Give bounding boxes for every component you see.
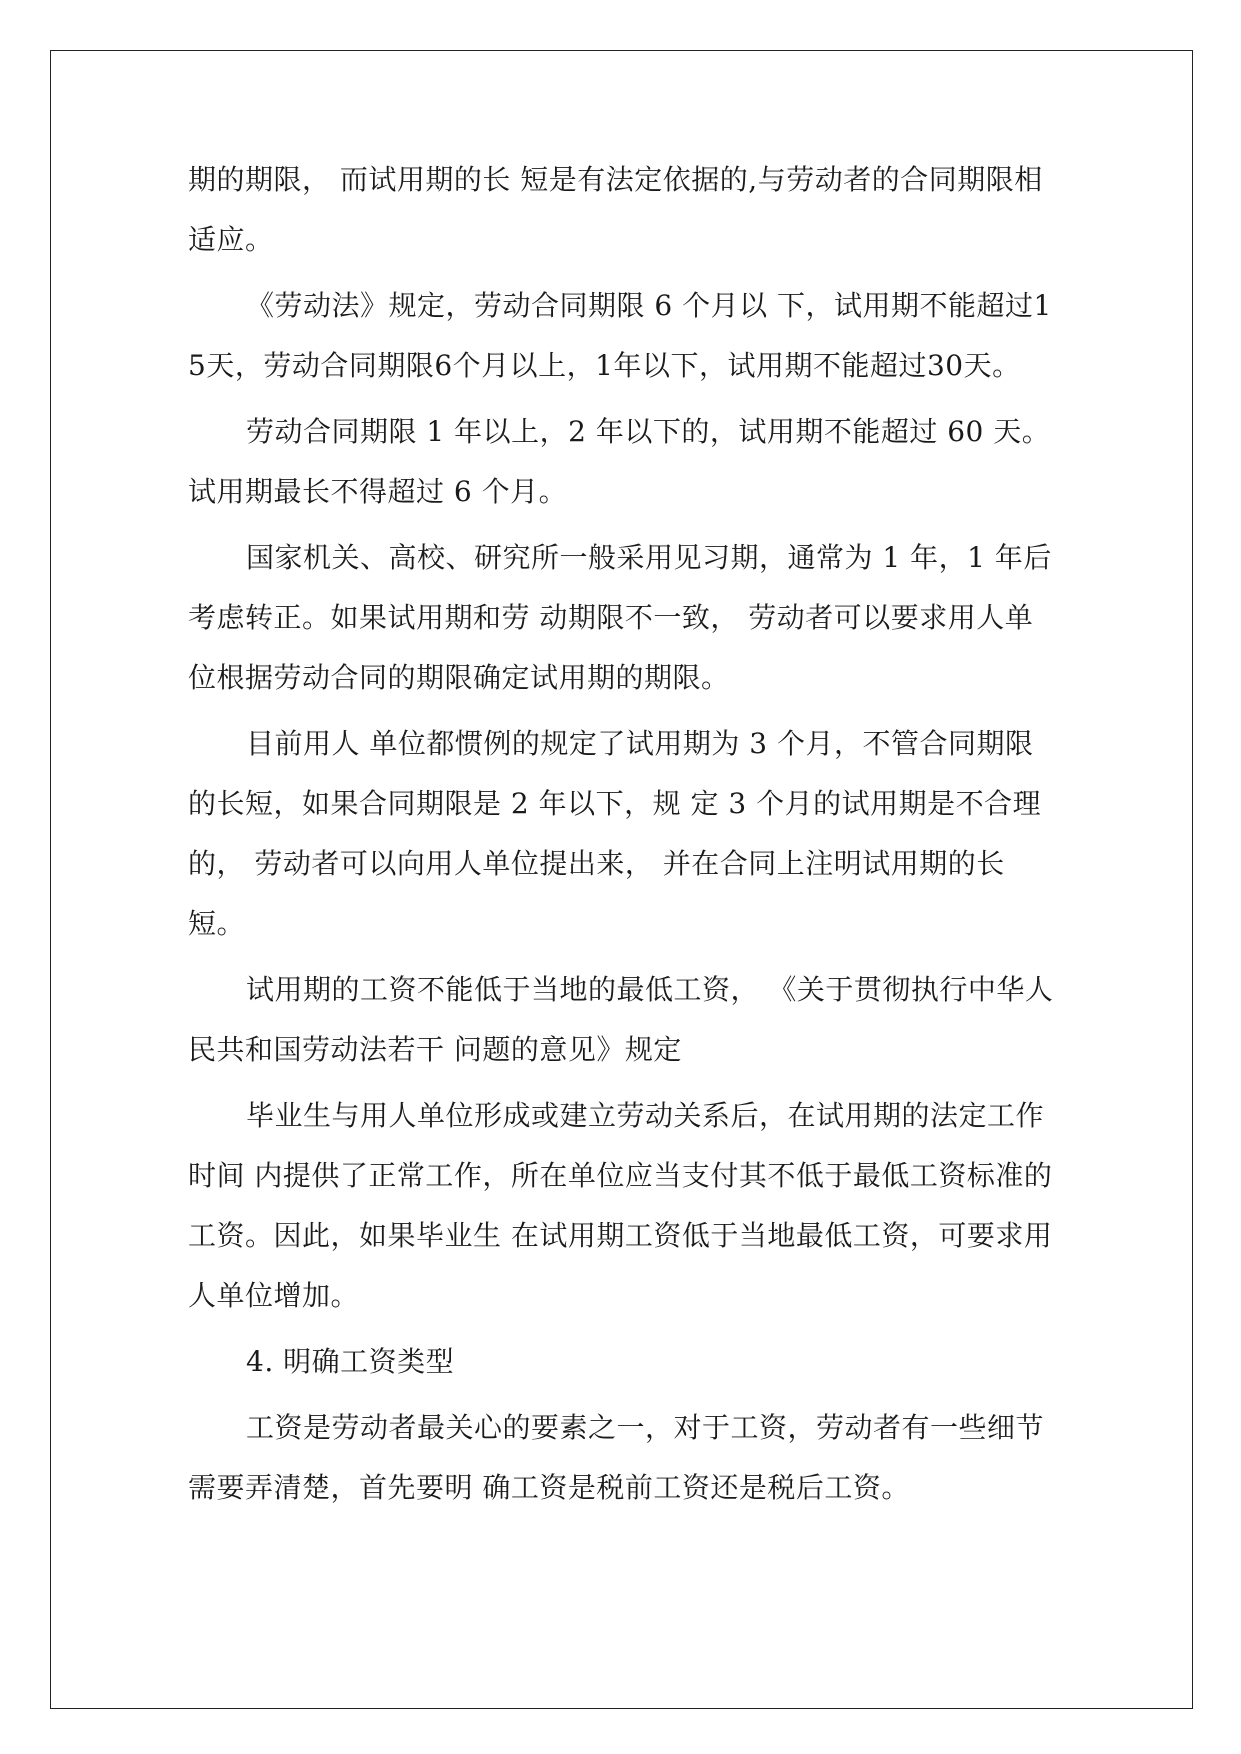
- document-body: [188, 150, 1058, 1518]
- paragraph-8: 工资是劳动者最关心的要素之一，对于工资，劳动者有一些细节需要弄清楚，首先要明 确工资是税前工资还是税后工资。: [188, 1411, 1045, 1504]
- paragraph-7: 毕业生与用人单位形成或建立劳动关系后，在试用期的法定工作时间 内提供了正常工作，所在单位应当支付其不低于最低工资标准的工资。因此，如果毕业生 在试用期工资低于当地最低工资，可要求用人单位增加。: [188, 1099, 1053, 1312]
- paragraph-4: 国家机关、高校、研究所一般采用见习期，通常为 1 年，1 年后考虑转正。如果试用期和劳 动期限不一致， 劳动者可以要求用人单位根据劳动合同的期限确定试用期的期限。: [188, 541, 1052, 694]
- section-heading: 4. 明确工资类型: [246, 1345, 455, 1378]
- paragraph-5: 目前用人 单位都惯例的规定了试用期为 3 个月，不管合同期限的长短，如果合同期限是 2 年以下，规 定 3 个月的试用期是不合理的， 劳动者可以向用人单位提出来， 并在合同上注明试用期的长短。: [188, 727, 1042, 940]
- paragraph-6: 试用期的工资不能低于当地的最低工资， 《关于贯彻执行中华人民共和国劳动法若干 问题的意见》规定: [188, 973, 1054, 1066]
- paragraph-1: 期的期限， 而试用期的长 短是有法定依据的,与劳动者的合同期限相适应。: [188, 163, 1043, 256]
- paragraph-3: 劳动合同期限 1 年以上，2 年以下的，试用期不能超过 60 天。试用期最长不得超过 6 个月。: [188, 415, 1051, 508]
- paragraph-2: 《劳动法》规定，劳动合同期限 6 个月以 下，试用期不能超过15天，劳动合同期限6个月以上，1年以下，试用期不能超过30天。: [188, 289, 1052, 382]
